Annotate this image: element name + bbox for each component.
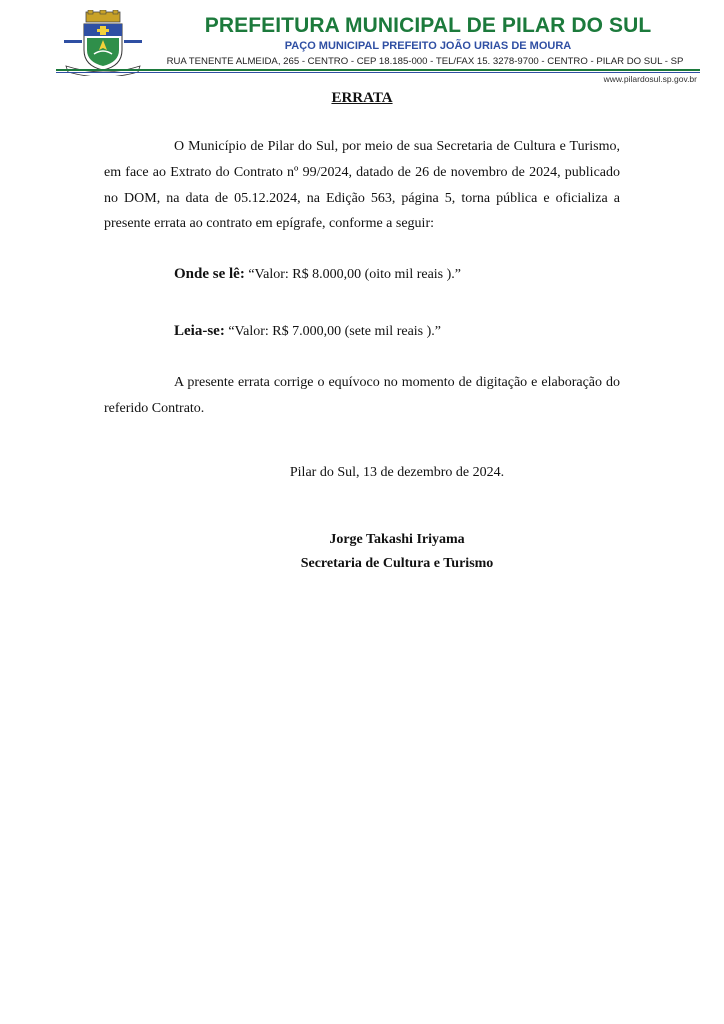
signatory-role: Secretaria de Cultura e Turismo xyxy=(300,556,494,571)
municipality-address: RUA TENENTE ALMEIDA, 265 - CENTRO - CEP 18.185-000 - TEL/FAX 15. 3278-9700 - CENTRO - PILAR DO SUL - SP xyxy=(166,56,684,67)
should-read-label: Leia-se: xyxy=(174,323,225,339)
should-read-value: “Valor: R$ 7.000,00 (sete mil reais ).” xyxy=(228,324,441,339)
should-read-line xyxy=(174,323,441,340)
municipality-subtitle: PAÇO MUNICIPAL PREFEITO JOÃO URIAS DE MOURA xyxy=(284,40,572,52)
letterhead xyxy=(0,0,724,90)
header-divider-blue xyxy=(56,72,700,73)
document-title: ERRATA xyxy=(331,90,393,106)
where-reads-value: “Valor: R$ 8.000,00 (oito mil reais ).” xyxy=(248,267,462,282)
correction-paragraph: A presente errata corrige o equívoco no momento de digitação e elaboração do referido Contrato. xyxy=(104,375,620,416)
where-reads-label: Onde se lê: xyxy=(174,266,245,282)
place-and-date: Pilar do Sul, 13 de dezembro de 2024. xyxy=(289,465,505,480)
header-divider-green xyxy=(56,69,700,71)
municipal-coat-of-arms-icon xyxy=(60,10,146,76)
intro-paragraph: O Município de Pilar do Sul, por meio de sua Secretaria de Cultura e Turismo, em face ao Extrato do Contrato nº 99/2024, datado de 26 de novembro de 2024, publicado no DOM, na data de 05.12.2024, na Edição 563, página 5, torna pública e oficializa a presente errata ao contrato em epígrafe, conforme a seguir: xyxy=(104,139,620,232)
municipality-website: www.pilardosul.sp.gov.br xyxy=(603,74,697,84)
municipality-title: PREFEITURA MUNICIPAL DE PILAR DO SUL xyxy=(204,14,652,37)
signatory-name: Jorge Takashi Iriyama xyxy=(329,532,465,547)
where-reads-line xyxy=(174,266,461,283)
